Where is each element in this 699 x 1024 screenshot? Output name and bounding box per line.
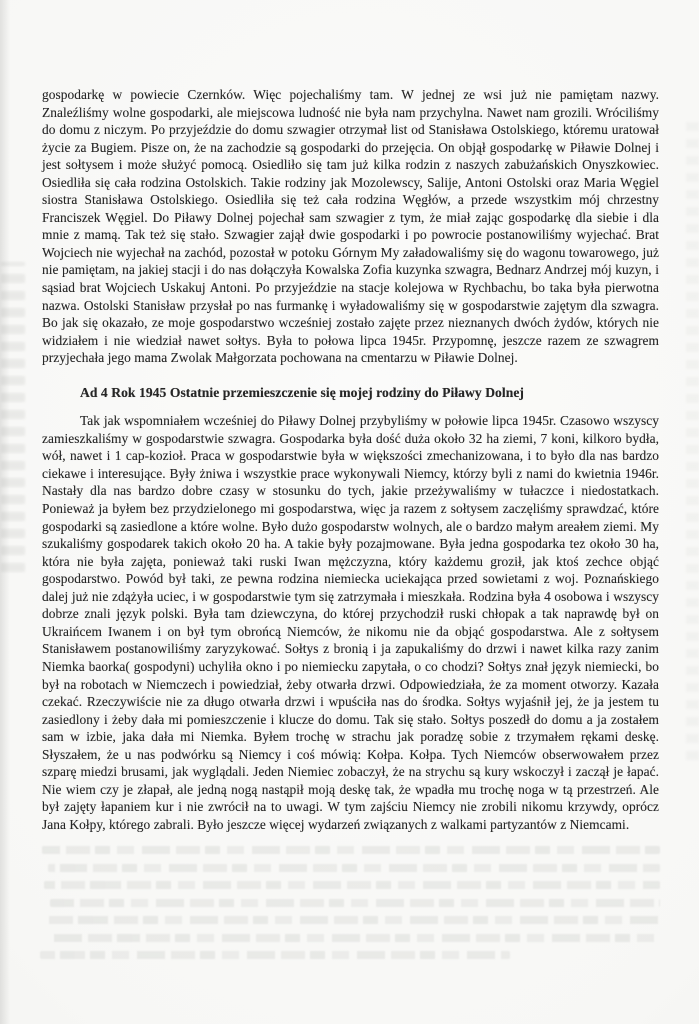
bleedthrough-line: [52, 934, 660, 942]
document-text-block: [42, 86, 659, 833]
bleedthrough-line: [40, 951, 510, 959]
bleedthrough-bottom-block: [40, 846, 660, 969]
bleedthrough-line: [44, 881, 660, 889]
bleedthrough-line: [45, 916, 660, 924]
bleedthrough-line: [48, 864, 660, 872]
body-paragraph-2: Tak jak wspomniałem wcześniej do Piławy Dolnej przybyliśmy w połowie lipca 1945r. Czasowo wszyscy zamieszkaliśmy w gospodarstwie szwagra. Gospodarka była dość duża około 32 ha ziemi, 7 koni, kilkoro bydła, wół, nawet i 1 cap-kozioł. Praca w gospodarstwie była w większości zmechanizowana, i to było dla nas bardzo ciekawe i interesujące. Były żniwa i wszystkie prace wykonywali Niemcy, którzy byli z nami do kwietnia 1946r. Nastały dla nas bardzo dobre czasy w stosunku do tych, jakie przeżywaliśmy w tułaczce i niedostatkach. Ponieważ ja byłem bez przydzielonego mi gospodarstwa, więc ja razem z sołtysem zaczęliśmy sprawdzać, które gospodarki są zasiedlone a które wolne. Było dużo gospodarstw wolnych, ale o bardzo małym areałem ziemi. My szukaliśmy gospodarek takich około 20 ha. A takie były pozajmowane. Była jedna gospodarka tez około 30 ha, która nie była zajęta, ponieważ taki ruski Iwan mężczyzna, który każdemu groził, jak ktoś zechce objąć gospodarstwo. Powód był taki, ze pewna rodzina niemiecka uciekająca przed sowietami z woj. Poznańskiego dalej już nie zdążyła uciec, i w gospodarstwie tym się zatrzymała i mieszkała. Rodzina była 4 osobowa i wszyscy dobrze znali język polski. Była tam dziewczyna, do której przychodził ruski chłopak a tak naprawdę był on Ukraińcem Iwanem i on był tym obrońcą Niemców, że nikomu nie da objąć gospodarstwa. Ale z sołtysem Stanisławem postanowiliśmy zaryzykować. Sołtys z bronią i ja zapukaliśmy do drzwi i nawet kilka razy zanim Niemka baorka( gospodyni) uchyliła okno i po niemiecku zapytała, o co chodzi? Sołtys znał język niemiecki, bo był na robotach w Niemczech i powiedział, żeby otwarła drzwi. Odpowiedziała, że za moment otworzy. Kazała czekać. Rzeczywiście nie za długo otwarła drzwi i wpuściła nas do środka. Sołtys wyjaśnił jej, że ja jestem tu zasiedlony i żeby dała mi pomieszczenie i klucze do domu. Tak się stało. Sołtys poszedł do domu a ja zostałem sam w izbie, jaka dała mi Niemka. Byłem trochę w strachu jak poradzę sobie z trzymałem rękami deskę. Słyszałem, że u nas podwórku są Niemcy i coś mówią: Kołpa. Kołpa. Tych Niemców obserwowałem przez szparę miedzi brusami, jak wyglądali. Jeden Niemiec zobaczył, że na strychu są kury wskoczył i zaczął je łapać. Nie wiem czy je złapał, ale jedną nogą nastąpił moją deskę tak, że wpadła mu trochę noga w tą przestrzeń. Ale był zajęty łapaniem kur i nie zwrócił na to uwagi. W tym zajściu Niemcy nie zrobili nikomu krzywdy, oprócz Jana Kołpy, którego zabrali. Było jeszcze więcej wydarzeń związanych z walkami partyzantów z Niemcami.: [42, 413, 659, 832]
bleedthrough-left-margin: [1, 262, 25, 572]
bleedthrough-right-margin: [686, 120, 699, 760]
section-heading: Ad 4 Rok 1945 Ostatnie przemieszczenie się mojej rodziny do Piławy Dolnej: [80, 384, 524, 400]
bleedthrough-line: [42, 846, 660, 854]
bleedthrough-line: [50, 899, 660, 907]
body-paragraph-1: gospodarkę w powiecie Czernków. Więc pojechaliśmy tam. W jednej ze wsi już nie pamiętam nazwy. Znaleźliśmy wolne gospodarki, ale miejscowa ludność nie była nam przychylna. Nawet nam grozili. Wróciliśmy do domu z niczym. Po przyjeździe do domu szwagier otrzymał list od Stanisława Ostolskiego, któremu uratował życie za Bugiem. Pisze on, że na zachodzie są gospodarki do przejęcia. On objął gospodarkę w Piławie Dolnej i jest sołtysem i może służyć pomocą. Osiedliło się tam już kilka rodzin z naszych zabużańskich Onyszkowiec. Osiedliła się cała rodzina Ostolskich. Takie rodziny jak Mozolewscy, Salije, Antoni Ostolski oraz Maria Węgiel siostra Stanisława Ostolskiego. Osiedliła się też cała rodzina Węgłów, a przede wszystkim mój chrzestny Franciszek Węgiel. Do Piławy Dolnej pojechał sam szwagier z tym, że miał zając gospodarkę dla siebie i dla mnie z mamą. Tak też się stało. Szwagier zajął dwie gospodarki i po powrocie postanowiliśmy wyjechać. Brat Wojciech nie wyjechał na zachód, pozostał w potoku Górnym My załadowaliśmy się do wagonu towarowego, już nie pamiętam, na jakiej stacji i do nas dołączyła Kowalska Zofia kuzynka szwagra, Bednarz Andrzej mój kuzyn, i sąsiad brat Wojciech Uskakuj Antoni. Po przyjeździe na stacje kolejowa w Rychbachu, bo taka była pierwotna nazwa. Ostolski Stanisław przysłał po nas furmankę i wyładowaliśmy się w gospodarstwie zajętym dla szwagra. Bo jak się okazało, ze moje gospodarstwo wcześniej zostało zajęte przez nieznanych dwóch żydów, których nie widziałem i nie wiedział nawet sołtys. Była to połowa lipca 1945r. Przypomnę, jeszcze razem ze szwagrem przyjechała jego mama Zwolak Małgorzata pochowana na cmentarzu w Piławie Dolnej.: [42, 87, 659, 366]
